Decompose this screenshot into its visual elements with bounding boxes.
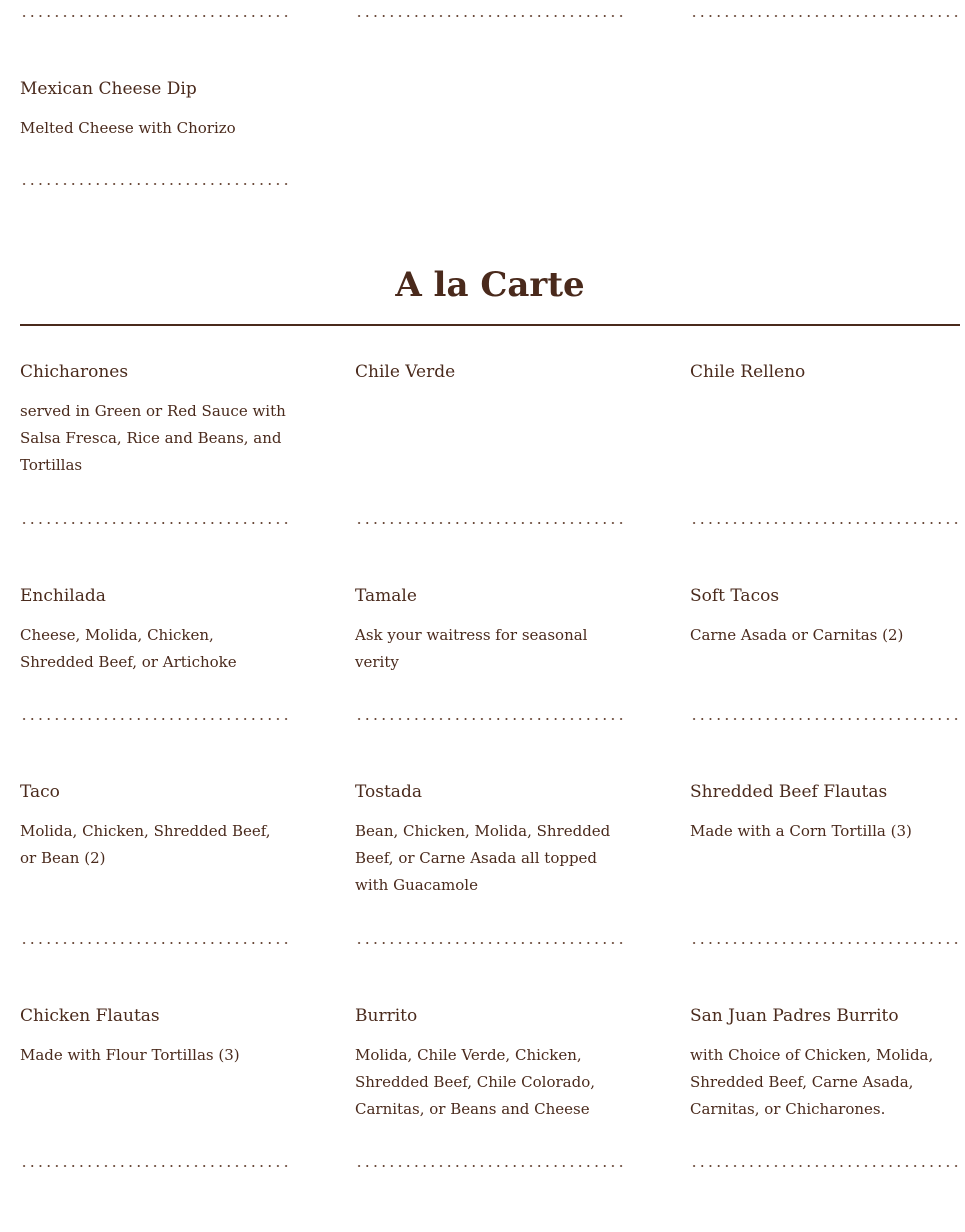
item-divider xyxy=(690,717,960,721)
menu-item-description: Made with a Corn Tortilla (3) xyxy=(690,822,912,840)
menu-item-name: Taco xyxy=(20,782,60,802)
menu-item-description: Molida, Chicken, Shredded Beef, or Bean (2) xyxy=(20,822,271,867)
menu-item-name: Burrito xyxy=(355,1006,418,1026)
menu-item-name: Chicken Flautas xyxy=(20,1006,160,1026)
menu-item-name: Shredded Beef Flautas xyxy=(690,782,888,802)
menu-item-description: Ask your waitress for seasonal verity xyxy=(355,626,588,671)
menu-item-name: Chile Verde xyxy=(355,362,456,382)
menu-page xyxy=(20,0,960,1232)
menu-item-name: Soft Tacos xyxy=(690,586,780,606)
section-title: A la Carte xyxy=(395,265,585,305)
item-divider xyxy=(355,521,625,525)
menu-item-description: served in Green or Red Sauce with Salsa Fresca, Rice and Beans, and Tortillas xyxy=(20,402,286,474)
section-divider xyxy=(20,324,960,326)
item-divider xyxy=(20,1164,290,1168)
item-divider xyxy=(690,14,960,18)
item-divider xyxy=(355,1164,625,1168)
menu-item-name: Tostada xyxy=(355,782,422,802)
menu-item-description: Made with Flour Tortillas (3) xyxy=(20,1046,240,1064)
menu-item-description: Melted Cheese with Chorizo xyxy=(20,119,236,137)
item-divider xyxy=(690,941,960,945)
menu-item-name: Chicharones xyxy=(20,362,129,382)
menu-item-description: Carne Asada or Carnitas (2) xyxy=(690,626,904,644)
item-divider xyxy=(20,717,290,721)
menu-item-description: Molida, Chile Verde, Chicken, Shredded Beef, Chile Colorado, Carnitas, or Beans and Cheese xyxy=(355,1046,595,1118)
item-divider xyxy=(355,14,625,18)
item-divider xyxy=(20,521,290,525)
item-divider xyxy=(20,14,290,18)
item-divider xyxy=(20,941,290,945)
menu-item-description: Cheese, Molida, Chicken, Shredded Beef, or Artichoke xyxy=(20,626,237,671)
item-divider xyxy=(690,521,960,525)
item-divider xyxy=(690,1164,960,1168)
item-divider xyxy=(20,182,290,186)
item-divider xyxy=(355,717,625,721)
menu-item-name: Enchilada xyxy=(20,586,106,606)
menu-item-description: with Choice of Chicken, Molida, Shredded Beef, Carne Asada, Carnitas, or Chicharones. xyxy=(690,1046,934,1118)
menu-item-description: Bean, Chicken, Molida, Shredded Beef, or Carne Asada all topped with Guacamole xyxy=(355,822,611,894)
menu-item-name: Mexican Cheese Dip xyxy=(20,79,197,99)
menu-item-name: San Juan Padres Burrito xyxy=(690,1006,899,1026)
item-divider xyxy=(355,941,625,945)
menu-item-name: Chile Relleno xyxy=(690,362,806,382)
menu-item-name: Tamale xyxy=(355,586,417,606)
